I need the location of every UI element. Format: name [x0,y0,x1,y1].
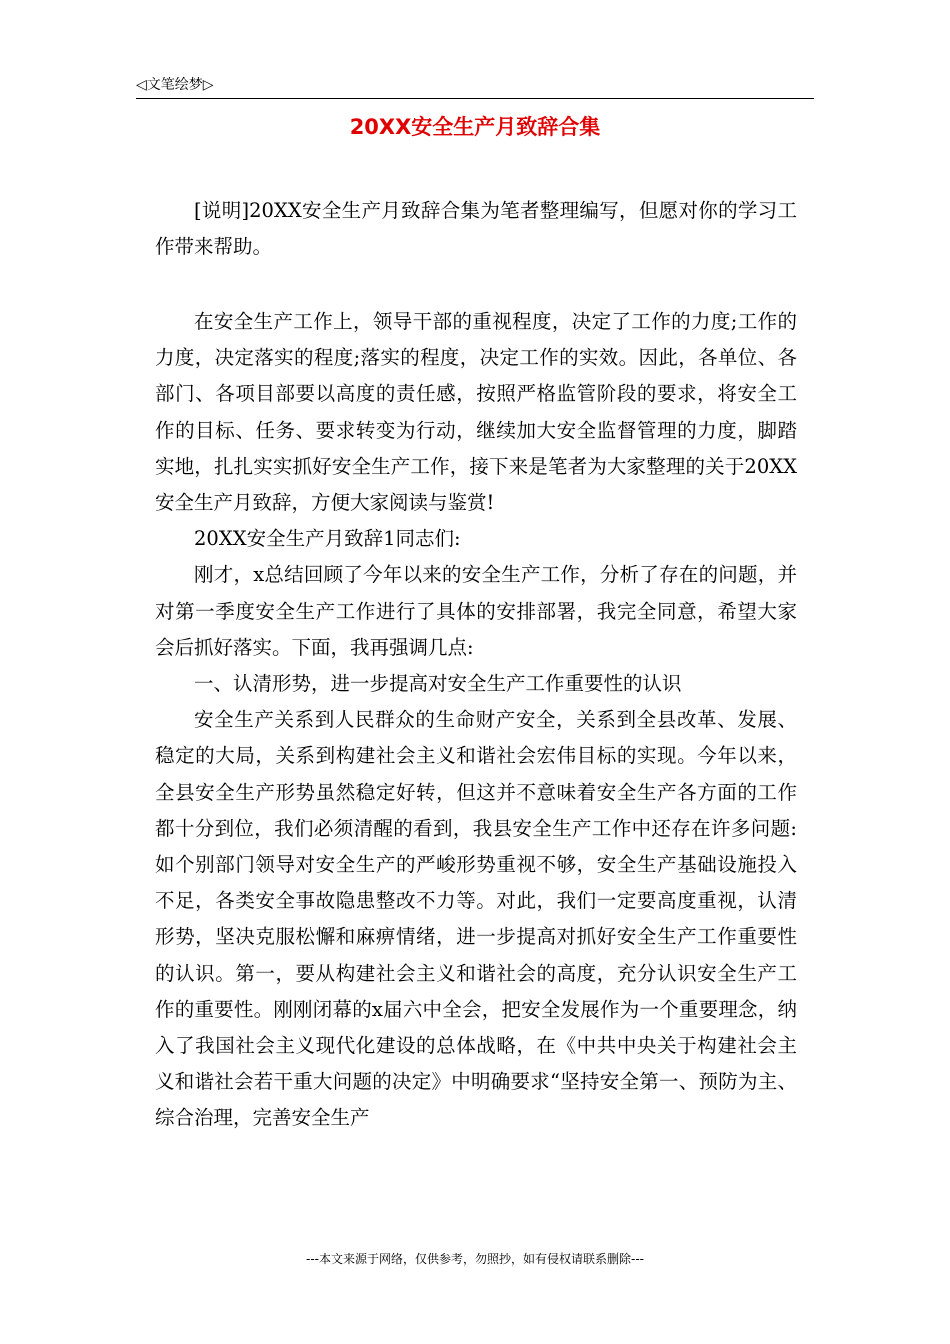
page-footer-notice: ---本文来源于网络，仅供参考，勿照抄，如有侵权请联系删除--- [306,1252,644,1266]
body-paragraph-1: 在安全生产工作上，领导干部的重视程度，决定了工作的力度;工作的力度，决定落实的程度;落实的程度，决定工作的实效。因此，各单位、各部门、各项目部要以高度的责任感，按照严格监管阶段的要求，将安全工作的目标、任务、要求转变为行动，继续加大安全监督管理的力度，脚踏实地，扎扎实实抓好安全生产工作，接下来是笔者为大家整理的关于20XX安全生产月致辞，方便大家阅读与鉴赏! [155,310,797,515]
document-title: 20XX安全生产月致辞合集 [349,115,601,139]
body-paragraph-4: 安全生产关系到人民群众的生命财产安全，关系到全县改革、发展、稳定的大局，关系到构建社会主义和谐社会宏伟目标的实现。今年以来，全县安全生产形势虽然稳定好转，但这并不意味着安全生产各方面的工作都十分到位，我们必须清醒的看到，我县安全生产工作中还存在许多问题:如个别部门领导对安全生产的严峻形势重视不够，安全生产基础设施投入不足，各类安全事故隐患整改不力等。对此，我们一定要高度重视，认清形势，坚决克服松懈和麻痹情绪，进一步提高对抓好安全生产工作重要性的认识。第一，要从构建社会主义和谐社会的高度，充分认识安全生产工作的重要性。刚刚闭幕的x届六中全会，把安全发展作为一个重要理念，纳入了我国社会主义现代化建设的总体战略，在《中共中央关于构建社会主义和谐社会若干重大问题的决定》中明确要求“坚持安全第一、预防为主、综合治理，完善安全生产 [155,708,797,1130]
body-paragraph-3: 刚才，x总结回顾了今年以来的安全生产工作，分析了存在的问题，并对第一季度安全生产工作进行了具体的安排部署，我完全同意，希望大家会后抓好落实。下面，我再强调几点: [155,563,797,659]
intro-block [155,193,797,265]
body-paragraph-2: 20XX安全生产月致辞1同志们: [194,527,461,551]
page-header [136,76,814,99]
intro-paragraph: [说明]20XX安全生产月致辞合集为笔者整理编写，但愿对你的学习工作带来帮助。 [155,199,797,259]
body-block [155,304,797,1137]
section-heading: 一、认清形势，进一步提高对安全生产工作重要性的认识 [194,672,682,696]
header-brand: ◁文笔绘梦▷ [136,77,214,93]
